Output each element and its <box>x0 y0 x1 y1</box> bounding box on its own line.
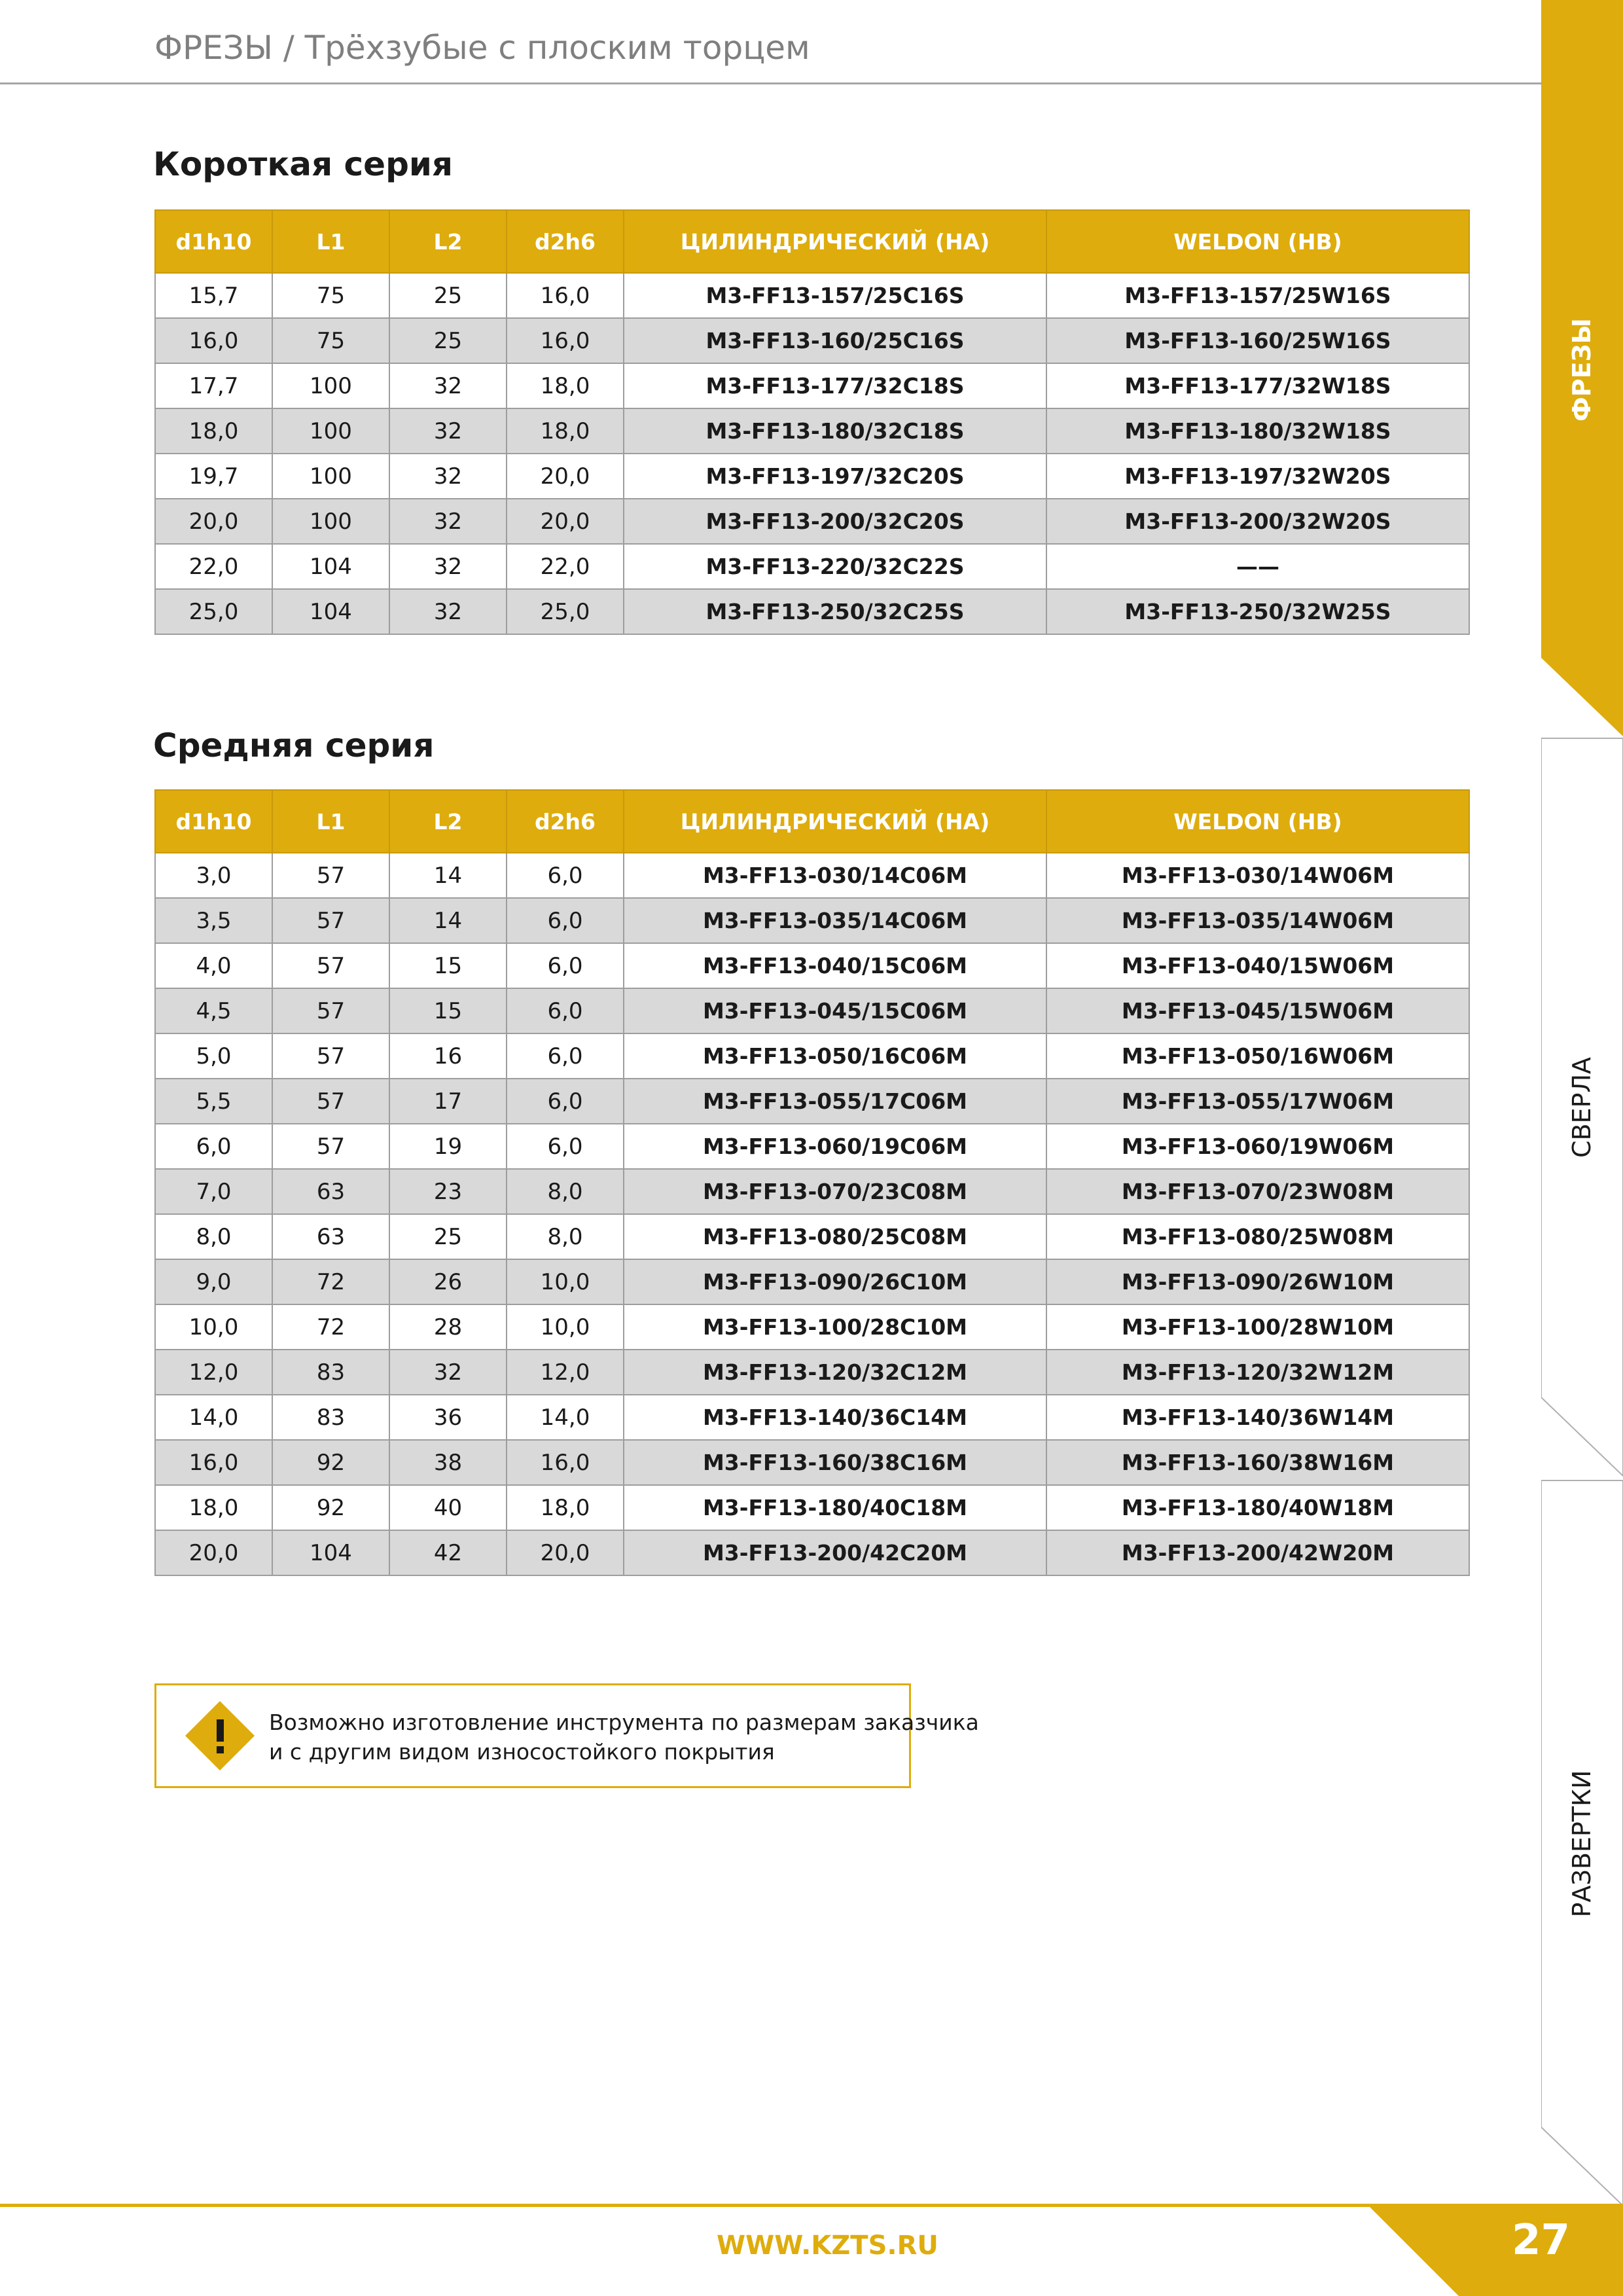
table-row <box>155 1485 1469 1530</box>
dimension-cell: 4,5 <box>155 988 272 1033</box>
warning-icon <box>184 1700 256 1772</box>
dimension-cell: 6,0 <box>507 943 624 988</box>
table-row <box>155 589 1469 634</box>
column-header: ЦИЛИНДРИЧЕСКИЙ (HA) <box>624 210 1046 273</box>
product-code-cell: —— <box>1046 544 1469 589</box>
product-code-cell: M3-FF13-030/14C06M <box>624 853 1046 898</box>
dimension-cell: 17,7 <box>155 363 272 408</box>
dimension-cell: 3,5 <box>155 898 272 943</box>
dimension-cell: 17 <box>389 1079 507 1124</box>
dimension-cell: 32 <box>389 544 507 589</box>
product-code-cell: M3-FF13-045/15C06M <box>624 988 1046 1033</box>
dimension-cell: 15,7 <box>155 273 272 318</box>
product-code-cell: M3-FF13-090/26W10M <box>1046 1259 1469 1304</box>
notice-line: и с другим видом износостойкого покрытия <box>269 1739 775 1765</box>
dimension-cell: 100 <box>272 363 389 408</box>
dimension-cell: 6,0 <box>507 1033 624 1079</box>
dimension-cell: 63 <box>272 1169 389 1214</box>
product-code-cell: M3-FF13-100/28C10M <box>624 1304 1046 1350</box>
table-row <box>155 454 1469 499</box>
table-header-row <box>155 210 1469 273</box>
product-code-cell: M3-FF13-070/23C08M <box>624 1169 1046 1214</box>
dimension-cell: 57 <box>272 943 389 988</box>
product-code-cell: M3-FF13-177/32C18S <box>624 363 1046 408</box>
dimension-cell: 8,0 <box>155 1214 272 1259</box>
dimension-cell: 4,0 <box>155 943 272 988</box>
table-row <box>155 1440 1469 1485</box>
dimension-cell: 57 <box>272 853 389 898</box>
dimension-cell: 100 <box>272 408 389 454</box>
table-row <box>155 273 1469 318</box>
table-row <box>155 1214 1469 1259</box>
product-code-cell: M3-FF13-060/19W06M <box>1046 1124 1469 1169</box>
dimension-cell: 22,0 <box>155 544 272 589</box>
column-header: L2 <box>389 790 507 853</box>
dimension-cell: 18,0 <box>507 363 624 408</box>
dimension-cell: 32 <box>389 499 507 544</box>
product-code-cell: M3-FF13-180/40C18M <box>624 1485 1046 1530</box>
dimension-cell: 100 <box>272 499 389 544</box>
table-row <box>155 988 1469 1033</box>
product-code-cell: M3-FF13-160/38W16M <box>1046 1440 1469 1485</box>
dimension-cell: 16,0 <box>507 1440 624 1485</box>
dimension-cell: 20,0 <box>507 454 624 499</box>
table-row <box>155 1259 1469 1304</box>
dimension-cell: 32 <box>389 589 507 634</box>
column-header: L2 <box>389 210 507 273</box>
page-number: 27 <box>1512 2216 1571 2265</box>
dimension-cell: 38 <box>389 1440 507 1485</box>
dimension-cell: 10,0 <box>507 1304 624 1350</box>
notice-text <box>269 1708 979 1767</box>
column-header: WELDON (HB) <box>1046 210 1469 273</box>
product-code-cell: M3-FF13-177/32W18S <box>1046 363 1469 408</box>
product-code-cell: M3-FF13-197/32W20S <box>1046 454 1469 499</box>
product-code-cell: M3-FF13-055/17W06M <box>1046 1079 1469 1124</box>
product-code-cell: M3-FF13-200/32C20S <box>624 499 1046 544</box>
product-code-cell: M3-FF13-120/32C12M <box>624 1350 1046 1395</box>
section-title-short-series: Короткая серия <box>153 145 454 183</box>
product-code-cell: M3-FF13-040/15C06M <box>624 943 1046 988</box>
table-row <box>155 318 1469 363</box>
dimension-cell: 25 <box>389 318 507 363</box>
dimension-cell: 6,0 <box>507 898 624 943</box>
dimension-cell: 75 <box>272 273 389 318</box>
column-header: L1 <box>272 210 389 273</box>
product-code-cell: M3-FF13-160/38C16M <box>624 1440 1046 1485</box>
dimension-cell: 8,0 <box>507 1169 624 1214</box>
table-row <box>155 1033 1469 1079</box>
product-code-cell: M3-FF13-050/16C06M <box>624 1033 1046 1079</box>
product-code-cell: M3-FF13-035/14C06M <box>624 898 1046 943</box>
table-row <box>155 1304 1469 1350</box>
dimension-cell: 92 <box>272 1485 389 1530</box>
dimension-cell: 10,0 <box>507 1259 624 1304</box>
product-code-cell: M3-FF13-200/32W20S <box>1046 499 1469 544</box>
notice-line: Возможно изготовление инструмента по размерам заказчика <box>269 1710 979 1735</box>
dimension-cell: 104 <box>272 589 389 634</box>
product-code-cell: M3-FF13-157/25W16S <box>1046 273 1469 318</box>
dimension-cell: 20,0 <box>507 1530 624 1575</box>
product-code-cell: M3-FF13-200/42W20M <box>1046 1530 1469 1575</box>
header-divider <box>0 82 1543 84</box>
dimension-cell: 18,0 <box>155 408 272 454</box>
dimension-cell: 22,0 <box>507 544 624 589</box>
table-row <box>155 1079 1469 1124</box>
table-row <box>155 363 1469 408</box>
dimension-cell: 6,0 <box>507 1124 624 1169</box>
dimension-cell: 72 <box>272 1304 389 1350</box>
dimension-cell: 20,0 <box>155 1530 272 1575</box>
product-code-cell: M3-FF13-220/32C22S <box>624 544 1046 589</box>
dimension-cell: 32 <box>389 1350 507 1395</box>
dimension-cell: 57 <box>272 1079 389 1124</box>
column-header: L1 <box>272 790 389 853</box>
dimension-cell: 5,5 <box>155 1079 272 1124</box>
dimension-cell: 16,0 <box>155 1440 272 1485</box>
table-row <box>155 1169 1469 1214</box>
dimension-cell: 6,0 <box>507 853 624 898</box>
dimension-cell: 57 <box>272 1124 389 1169</box>
page-number-badge <box>1366 2204 1623 2296</box>
product-code-cell: M3-FF13-160/25C16S <box>624 318 1046 363</box>
dimension-cell: 18,0 <box>507 1485 624 1530</box>
product-code-cell: M3-FF13-160/25W16S <box>1046 318 1469 363</box>
column-header: d2h6 <box>507 210 624 273</box>
column-header: WELDON (HB) <box>1046 790 1469 853</box>
product-code-cell: M3-FF13-180/40W18M <box>1046 1485 1469 1530</box>
dimension-cell: 20,0 <box>507 499 624 544</box>
table-row <box>155 544 1469 589</box>
table-row <box>155 898 1469 943</box>
section-title-medium-series: Средняя серия <box>153 726 435 764</box>
product-code-cell: M3-FF13-180/32C18S <box>624 408 1046 454</box>
dimension-cell: 25 <box>389 1214 507 1259</box>
dimension-cell: 104 <box>272 544 389 589</box>
dimension-cell: 57 <box>272 898 389 943</box>
dimension-cell: 5,0 <box>155 1033 272 1079</box>
table-row <box>155 1395 1469 1440</box>
dimension-cell: 25,0 <box>155 589 272 634</box>
dimension-cell: 83 <box>272 1350 389 1395</box>
product-code-cell: M3-FF13-050/16W06M <box>1046 1033 1469 1079</box>
dimension-cell: 72 <box>272 1259 389 1304</box>
dimension-cell: 9,0 <box>155 1259 272 1304</box>
product-code-cell: M3-FF13-090/26C10M <box>624 1259 1046 1304</box>
dimension-cell: 14,0 <box>507 1395 624 1440</box>
dimension-cell: 36 <box>389 1395 507 1440</box>
dimension-cell: 7,0 <box>155 1169 272 1214</box>
dimension-cell: 16,0 <box>507 318 624 363</box>
dimension-cell: 75 <box>272 318 389 363</box>
product-code-cell: M3-FF13-055/17C06M <box>624 1079 1046 1124</box>
column-header: ЦИЛИНДРИЧЕСКИЙ (HA) <box>624 790 1046 853</box>
table-row <box>155 408 1469 454</box>
dimension-cell: 25 <box>389 273 507 318</box>
table-row <box>155 1350 1469 1395</box>
dimension-cell: 18,0 <box>507 408 624 454</box>
column-header: d2h6 <box>507 790 624 853</box>
dimension-cell: 6,0 <box>507 1079 624 1124</box>
product-code-cell: M3-FF13-035/14W06M <box>1046 898 1469 943</box>
dimension-cell: 14,0 <box>155 1395 272 1440</box>
dimension-cell: 42 <box>389 1530 507 1575</box>
tab-label-frezy: ФРЕЗЫ <box>1567 318 1596 422</box>
product-code-cell: M3-FF13-060/19C06M <box>624 1124 1046 1169</box>
dimension-cell: 16,0 <box>155 318 272 363</box>
page-header-title: ФРЕЗЫ / Трёхзубые с плоским торцем <box>154 29 810 67</box>
notice-box <box>154 1683 979 1788</box>
dimension-cell: 26 <box>389 1259 507 1304</box>
product-code-cell: M3-FF13-045/15W06M <box>1046 988 1469 1033</box>
dimension-cell: 18,0 <box>155 1485 272 1530</box>
dimension-cell: 15 <box>389 943 507 988</box>
product-code-cell: M3-FF13-120/32W12M <box>1046 1350 1469 1395</box>
dimension-cell: 28 <box>389 1304 507 1350</box>
tab-label-razvertki: РАЗВЕРТКИ <box>1567 1770 1596 1918</box>
dimension-cell: 92 <box>272 1440 389 1485</box>
product-code-cell: M3-FF13-140/36C14M <box>624 1395 1046 1440</box>
dimension-cell: 63 <box>272 1214 389 1259</box>
product-code-cell: M3-FF13-250/32C25S <box>624 589 1046 634</box>
dimension-cell: 3,0 <box>155 853 272 898</box>
product-code-cell: M3-FF13-030/14W06M <box>1046 853 1469 898</box>
footer-website-link[interactable]: WWW.KZTS.RU <box>717 2231 938 2261</box>
dimension-cell: 6,0 <box>507 988 624 1033</box>
dimension-cell: 10,0 <box>155 1304 272 1350</box>
product-code-cell: M3-FF13-197/32C20S <box>624 454 1046 499</box>
product-code-cell: M3-FF13-180/32W18S <box>1046 408 1469 454</box>
product-code-cell: M3-FF13-140/36W14M <box>1046 1395 1469 1440</box>
product-code-cell: M3-FF13-080/25W08M <box>1046 1214 1469 1259</box>
dimension-cell: 23 <box>389 1169 507 1214</box>
dimension-cell: 19,7 <box>155 454 272 499</box>
dimension-cell: 57 <box>272 988 389 1033</box>
table-row <box>155 499 1469 544</box>
dimension-cell: 25,0 <box>507 589 624 634</box>
product-code-cell: M3-FF13-200/42C20M <box>624 1530 1046 1575</box>
dimension-cell: 12,0 <box>507 1350 624 1395</box>
table-row <box>155 1530 1469 1575</box>
product-code-cell: M3-FF13-100/28W10M <box>1046 1304 1469 1350</box>
dimension-cell: 40 <box>389 1485 507 1530</box>
dimension-cell: 32 <box>389 363 507 408</box>
tab-label-sverla: СВЕРЛА <box>1567 1056 1596 1158</box>
product-code-cell: M3-FF13-040/15W06M <box>1046 943 1469 988</box>
dimension-cell: 16 <box>389 1033 507 1079</box>
dimension-cell: 20,0 <box>155 499 272 544</box>
dimension-cell: 16,0 <box>507 273 624 318</box>
table-row <box>155 943 1469 988</box>
dimension-cell: 57 <box>272 1033 389 1079</box>
dimension-cell: 12,0 <box>155 1350 272 1395</box>
product-code-cell: M3-FF13-250/32W25S <box>1046 589 1469 634</box>
column-header: d1h10 <box>155 210 272 273</box>
product-code-cell: M3-FF13-157/25C16S <box>624 273 1046 318</box>
product-code-cell: M3-FF13-070/23W08M <box>1046 1169 1469 1214</box>
dimension-cell: 15 <box>389 988 507 1033</box>
table-row <box>155 1124 1469 1169</box>
dimension-cell: 32 <box>389 454 507 499</box>
dimension-cell: 104 <box>272 1530 389 1575</box>
table-header-row <box>155 790 1469 853</box>
dimension-cell: 8,0 <box>507 1214 624 1259</box>
short-series-table <box>154 209 1470 635</box>
dimension-cell: 32 <box>389 408 507 454</box>
column-header: d1h10 <box>155 790 272 853</box>
dimension-cell: 83 <box>272 1395 389 1440</box>
table-row <box>155 853 1469 898</box>
dimension-cell: 19 <box>389 1124 507 1169</box>
medium-series-table <box>154 789 1470 1576</box>
dimension-cell: 14 <box>389 853 507 898</box>
product-code-cell: M3-FF13-080/25C08M <box>624 1214 1046 1259</box>
dimension-cell: 14 <box>389 898 507 943</box>
footer-divider <box>0 2204 1381 2207</box>
dimension-cell: 100 <box>272 454 389 499</box>
dimension-cell: 6,0 <box>155 1124 272 1169</box>
